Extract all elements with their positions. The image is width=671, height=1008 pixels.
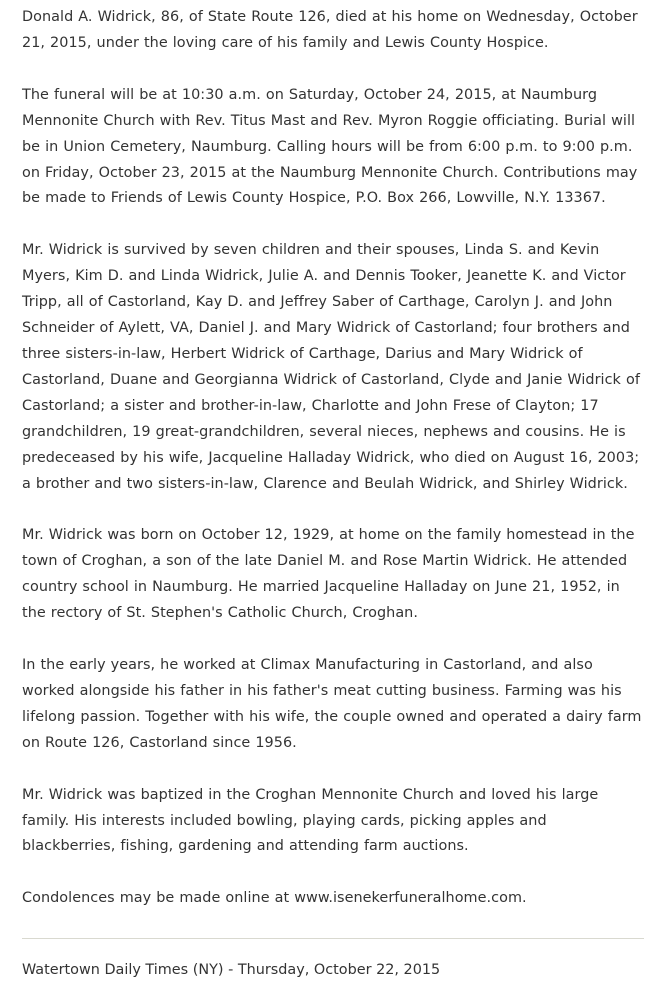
obituary-paragraph-career: In the early years, he worked at Climax Manufacturing in Castorland, and also worked alongside his father in his father's meat cutting business. Farming was his lifelong passion. Together with his wife, the couple owned and operated a dairy farm on Route 126, Castorland since 1956.: [22, 657, 642, 751]
publication-source-line: Watertown Daily Times (NY) - Thursday, October 22, 2015: [22, 962, 441, 979]
obituary-paragraph-death-notice: Donald A. Widrick, 86, of State Route 126, died at his home on Wednesday, October 21, 2015, under the loving care of his family and Lewis County Hospice.: [22, 9, 638, 51]
obituary-paragraph-survivors: Mr. Widrick is survived by seven children and their spouses, Linda S. and Kevin Myers, Kim D. and Linda Widrick, Julie A. and Dennis Tooker, Jeanette K. and Victor Tripp, all of Castorland, Kay D. and Jeffrey Saber of Carthage, Carolyn J. and John Schneider of Aylett, VA, Daniel J. and Mary Widrick of Castorland; four brothers and three sisters-in-law, Herbert Widrick of Carthage, Darius and Mary Widrick of Castorland, Duane and Georgianna Widrick of Castorland, Clyde and Janie Widrick of Castorland; a sister and brother-in-law, Charlotte and John Frese of Clayton; 17 grandchildren, 19 great-grandchildren, several nieces, nephews and cousins. He is predeceased by his wife, Jacqueline Halladay Widrick, who died on August 16, 2003; a brother and two sisters-in-law, Clarence and Beulah Widrick, and Shirley Widrick.: [22, 242, 640, 492]
obituary-paragraph-funeral-details: The funeral will be at 10:30 a.m. on Saturday, October 24, 2015, at Naumburg Mennonite Church with Rev. Titus Mast and Rev. Myron Roggie officiating. Burial will be in Union Cemetery, Naumburg. Calling hours will be from 6:00 p.m. to 9:00 p.m. on Friday, October 23, 2015 at the Naumburg Mennonite Church. Contributions may be made to Friends of Lewis County Hospice, P.O. Box 266, Lowville, N.Y. 13367.: [22, 86, 638, 207]
obituary-paragraph-interests: Mr. Widrick was baptized in the Croghan Mennonite Church and loved his large family. His interests included bowling, playing cards, picking apples and blackberries, fishing, gardening and attending farm auctions.: [22, 786, 599, 855]
obituary-paragraph-condolences: Condolences may be made online at www.isenekerfuneralhome.com.: [22, 890, 527, 907]
source-divider: [22, 938, 644, 939]
obituary-paragraph-biography: Mr. Widrick was born on October 12, 1929, at home on the family homestead in the town of Croghan, a son of the late Daniel M. and Rose Martin Widrick. He attended country school in Naumburg. He married Jacqueline Halladay on June 21, 1952, in the rectory of St. Stephen's Catholic Church, Croghan.: [22, 527, 635, 622]
